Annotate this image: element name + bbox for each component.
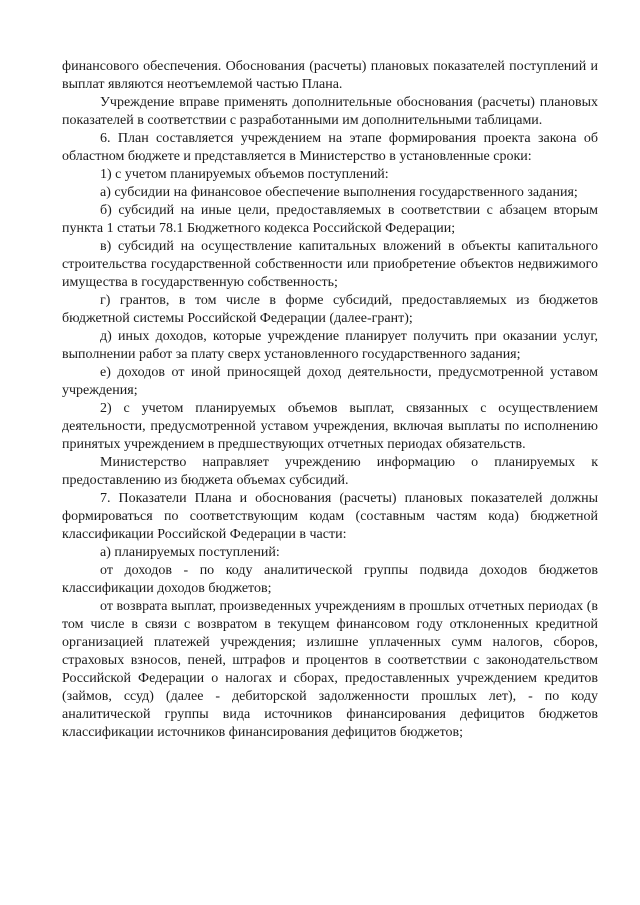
document-paragraph: от доходов - по коду аналитической группы подвида доходов бюджетов классификации доходов бюджетов; bbox=[62, 563, 598, 596]
document-paragraph: финансового обеспечения. Обоснования (расчеты) плановых показателей поступлений и выплат являются неотъемлемой частью Плана. bbox=[62, 59, 598, 92]
document-paragraph: а) планируемых поступлений: bbox=[100, 545, 280, 560]
document-paragraph: а) субсидии на финансовое обеспечение выполнения государственного задания; bbox=[100, 185, 578, 200]
document-paragraph: 6. План составляется учреждением на этапе формирования проекта закона об областном бюджете и представляется в Министерство в установленные сроки: bbox=[62, 131, 598, 164]
document-paragraph: г) грантов, в том числе в форме субсидий, предоставляемых из бюджетов бюджетной системы Российской Федерации (далее-грант); bbox=[62, 293, 598, 326]
document-paragraph: Учреждение вправе применять дополнительные обоснования (расчеты) плановых показателей в соответствии с разработанными им дополнительными таблицами. bbox=[62, 95, 598, 128]
document-paragraph: е) доходов от иной приносящей доход деятельности, предусмотренной уставом учреждения; bbox=[62, 365, 598, 398]
document-paragraph: д) иных доходов, которые учреждение планирует получить при оказании услуг, выполнении работ за плату сверх установленного государственного задания; bbox=[62, 329, 598, 362]
document-paragraph: 1) с учетом планируемых объемов поступлений: bbox=[100, 167, 389, 182]
document-paragraph: 2) с учетом планируемых объемов выплат, связанных с осуществлением деятельности, предусмотренной уставом учреждения, включая выплаты по исполнению принятых учреждением в предшествующих отчетных периодах обязательств. bbox=[62, 401, 598, 452]
document-paragraph: от возврата выплат, произведенных учреждениям в прошлых отчетных периодах (в том числе в связи с возвратом в текущем финансовом году отклоненных кредитной организацией платежей учреждения; излишне уплаченных сумм налогов, сборов, страховых взносов, пеней, штрафов и процентов в соответствии с законодательством Российской Федерации о налогах и сборах, предоставленных учреждением кредитов (займов, ссуд) (далее - дебиторской задолженности прошлых лет), - по коду аналитической группы вида источников финансирования дефицитов бюджетов классификации источников финансирования дефицитов бюджетов; bbox=[62, 599, 598, 740]
document-paragraph: б) субсидий на иные цели, предоставляемых в соответствии с абзацем вторым пункта 1 статьи 78.1 Бюджетного кодекса Российской Федерации; bbox=[62, 203, 598, 236]
document-paragraph: Министерство направляет учреждению информацию о планируемых к предоставлению из бюджета объемах субсидий. bbox=[62, 455, 598, 488]
document-body bbox=[62, 58, 598, 742]
document-paragraph: в) субсидий на осуществление капитальных вложений в объекты капитального строительства государственной собственности или приобретение объектов недвижимого имущества в государственную собственность; bbox=[62, 239, 598, 290]
document-paragraph: 7. Показатели Плана и обоснования (расчеты) плановых показателей должны формироваться по соответствующим кодам (составным частям кода) бюджетной классификации Российской Федерации в части: bbox=[62, 491, 598, 542]
